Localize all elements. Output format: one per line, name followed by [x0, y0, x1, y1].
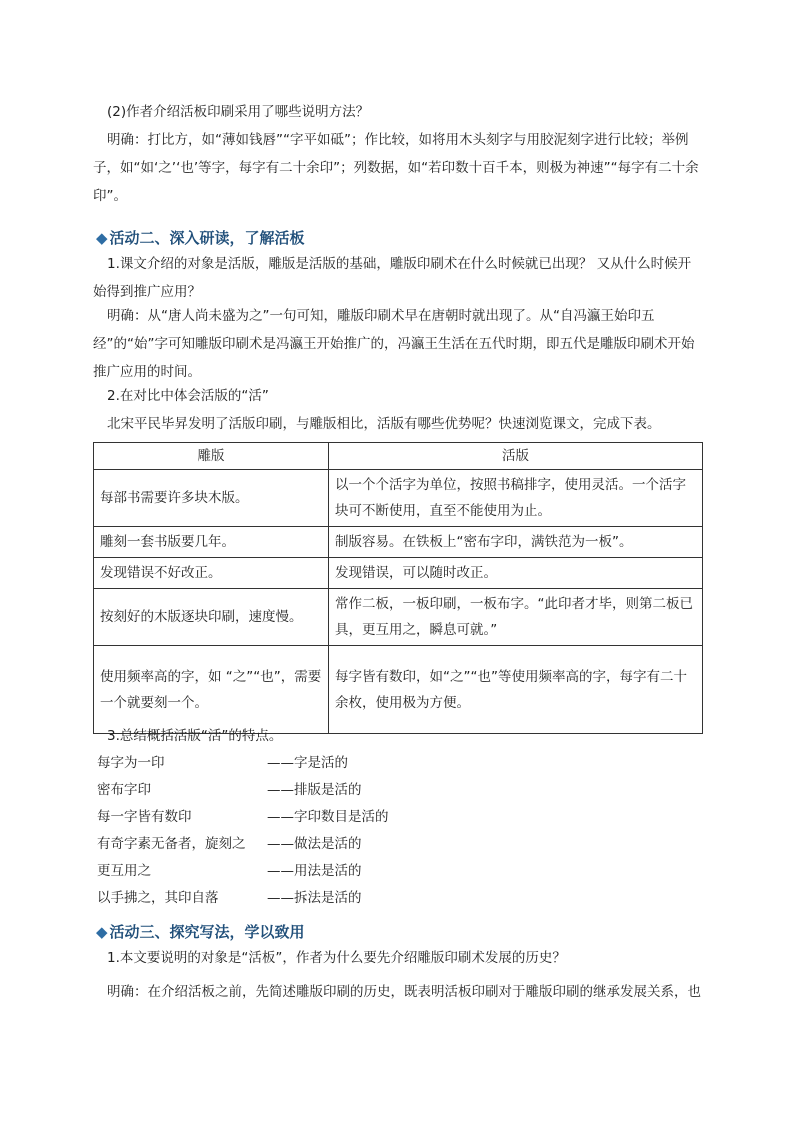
activity2-question-1: 1.课文介绍的对象是活版，雕版是活版的基础，雕版印刷术在什么时候就已出现？ 又从什么时候开始得到推广应用？: [93, 256, 692, 300]
table-cell: 以一个个活字为单位，按照书稿排字，使用灵活。一个活字块可不断使用，直至不能使用为止。: [329, 470, 703, 527]
summary-left: 每一字皆有数印: [97, 809, 192, 825]
summary-right: ——排版是活的: [267, 782, 362, 798]
activity3-heading: ◆ 活动三、探究写法，学以致用: [96, 923, 305, 941]
summary-row: [97, 885, 497, 912]
activity3-answer-1: 明确：在介绍活板之前，先简述雕版印刷的历史，既表明活板印刷对于雕版印刷的继承发展关系，也: [107, 984, 701, 1000]
summary-row: [97, 804, 497, 831]
answer-2: 明确：打比方，如“薄如钱唇”“字平如砥”；作比较，如将用木头刻字与用胶泥刻字进行比较；举例子，如“如‘之’‘也’等字，每字有二十余印”；列数据，如“若印数十百千本，则极为神速”“每字有二十余印”。: [93, 132, 699, 204]
diamond-icon: ◆: [96, 923, 108, 941]
table-cell: 按刻好的木版逐块印刷，速度慢。: [94, 589, 329, 646]
table-row: [94, 558, 703, 589]
activity2-heading: ◆ 活动二、深入研读，了解活板: [96, 229, 305, 247]
table-cell: 雕刻一套书版要几年。: [94, 527, 329, 558]
summary-right: ——字是活的: [267, 755, 348, 771]
activity2-answer-1: 明确：从“唐人尚未盛为之”一句可知，雕版印刷术早在唐朝时就出现了。从“自冯瀛王始印五经”的“始”字可知雕版印刷术是冯瀛王开始推广的，冯瀛王生活在五代时期，即五代是雕版印刷术开始推广应用的时间。: [93, 308, 695, 380]
comparison-table: [93, 442, 703, 734]
summary-left: 有奇字素无备者，旋刻之: [97, 836, 246, 852]
activity3-question-1: 1.本文要说明的对象是“活板”，作者为什么要先介绍雕版印刷术发展的历史？: [107, 950, 566, 966]
table-header-cell: 雕版: [94, 443, 329, 470]
summary-left: 以手拂之，其印自落: [97, 890, 219, 906]
table-cell: 常作二板，一板印刷，一板布字。“此印者才毕，则第二板已具，更互用之，瞬息可就。”: [329, 589, 703, 646]
activity2-question-2: 2.在对比中体会活版的“活”: [107, 388, 269, 404]
table-header-row: [94, 443, 703, 470]
table-cell: 发现错误不好改正。: [94, 558, 329, 589]
summary-row: [97, 750, 497, 777]
table-cell: 每部书需要许多块木版。: [94, 470, 329, 527]
summary-left: 更互用之: [97, 863, 151, 879]
activity2-question-3: 3.总结概括活版“活”的特点。: [107, 728, 283, 744]
summary-right: ——字印数目是活的: [267, 809, 389, 825]
table-cell: 使用频率高的字，如 “之”“也”，需要一个就要刻一个。: [94, 646, 329, 734]
question-2: (2)作者介绍活板印刷采用了哪些说明方法？: [107, 104, 370, 120]
summary-row: [97, 858, 497, 885]
summary-row: [97, 777, 497, 804]
diamond-icon: ◆: [96, 229, 108, 247]
table-cell: 每字皆有数印，如“之”“也”等使用频率高的字，每字有二十余枚，使用极为方便。: [329, 646, 703, 734]
table-cell: 制版容易。在铁板上“密布字印，满铁范为一板”。: [329, 527, 703, 558]
activity2-table-intro: 北宋平民毕昇发明了活版印刷，与雕版相比，活版有哪些优势呢？快速浏览课文，完成下表。: [107, 416, 661, 432]
summary-row: [97, 831, 497, 858]
table-row: [94, 589, 703, 646]
summary-right: ——用法是活的: [267, 863, 362, 879]
table-cell: 发现错误，可以随时改正。: [329, 558, 703, 589]
summary-left: 每字为一印: [97, 755, 165, 771]
summary-right: ——做法是活的: [267, 836, 362, 852]
summary-right: ——拆法是活的: [267, 890, 362, 906]
table-row: [94, 470, 703, 527]
table-row: [94, 527, 703, 558]
table-row: [94, 646, 703, 734]
summary-left: 密布字印: [97, 782, 151, 798]
table-header-cell: 活版: [329, 443, 703, 470]
